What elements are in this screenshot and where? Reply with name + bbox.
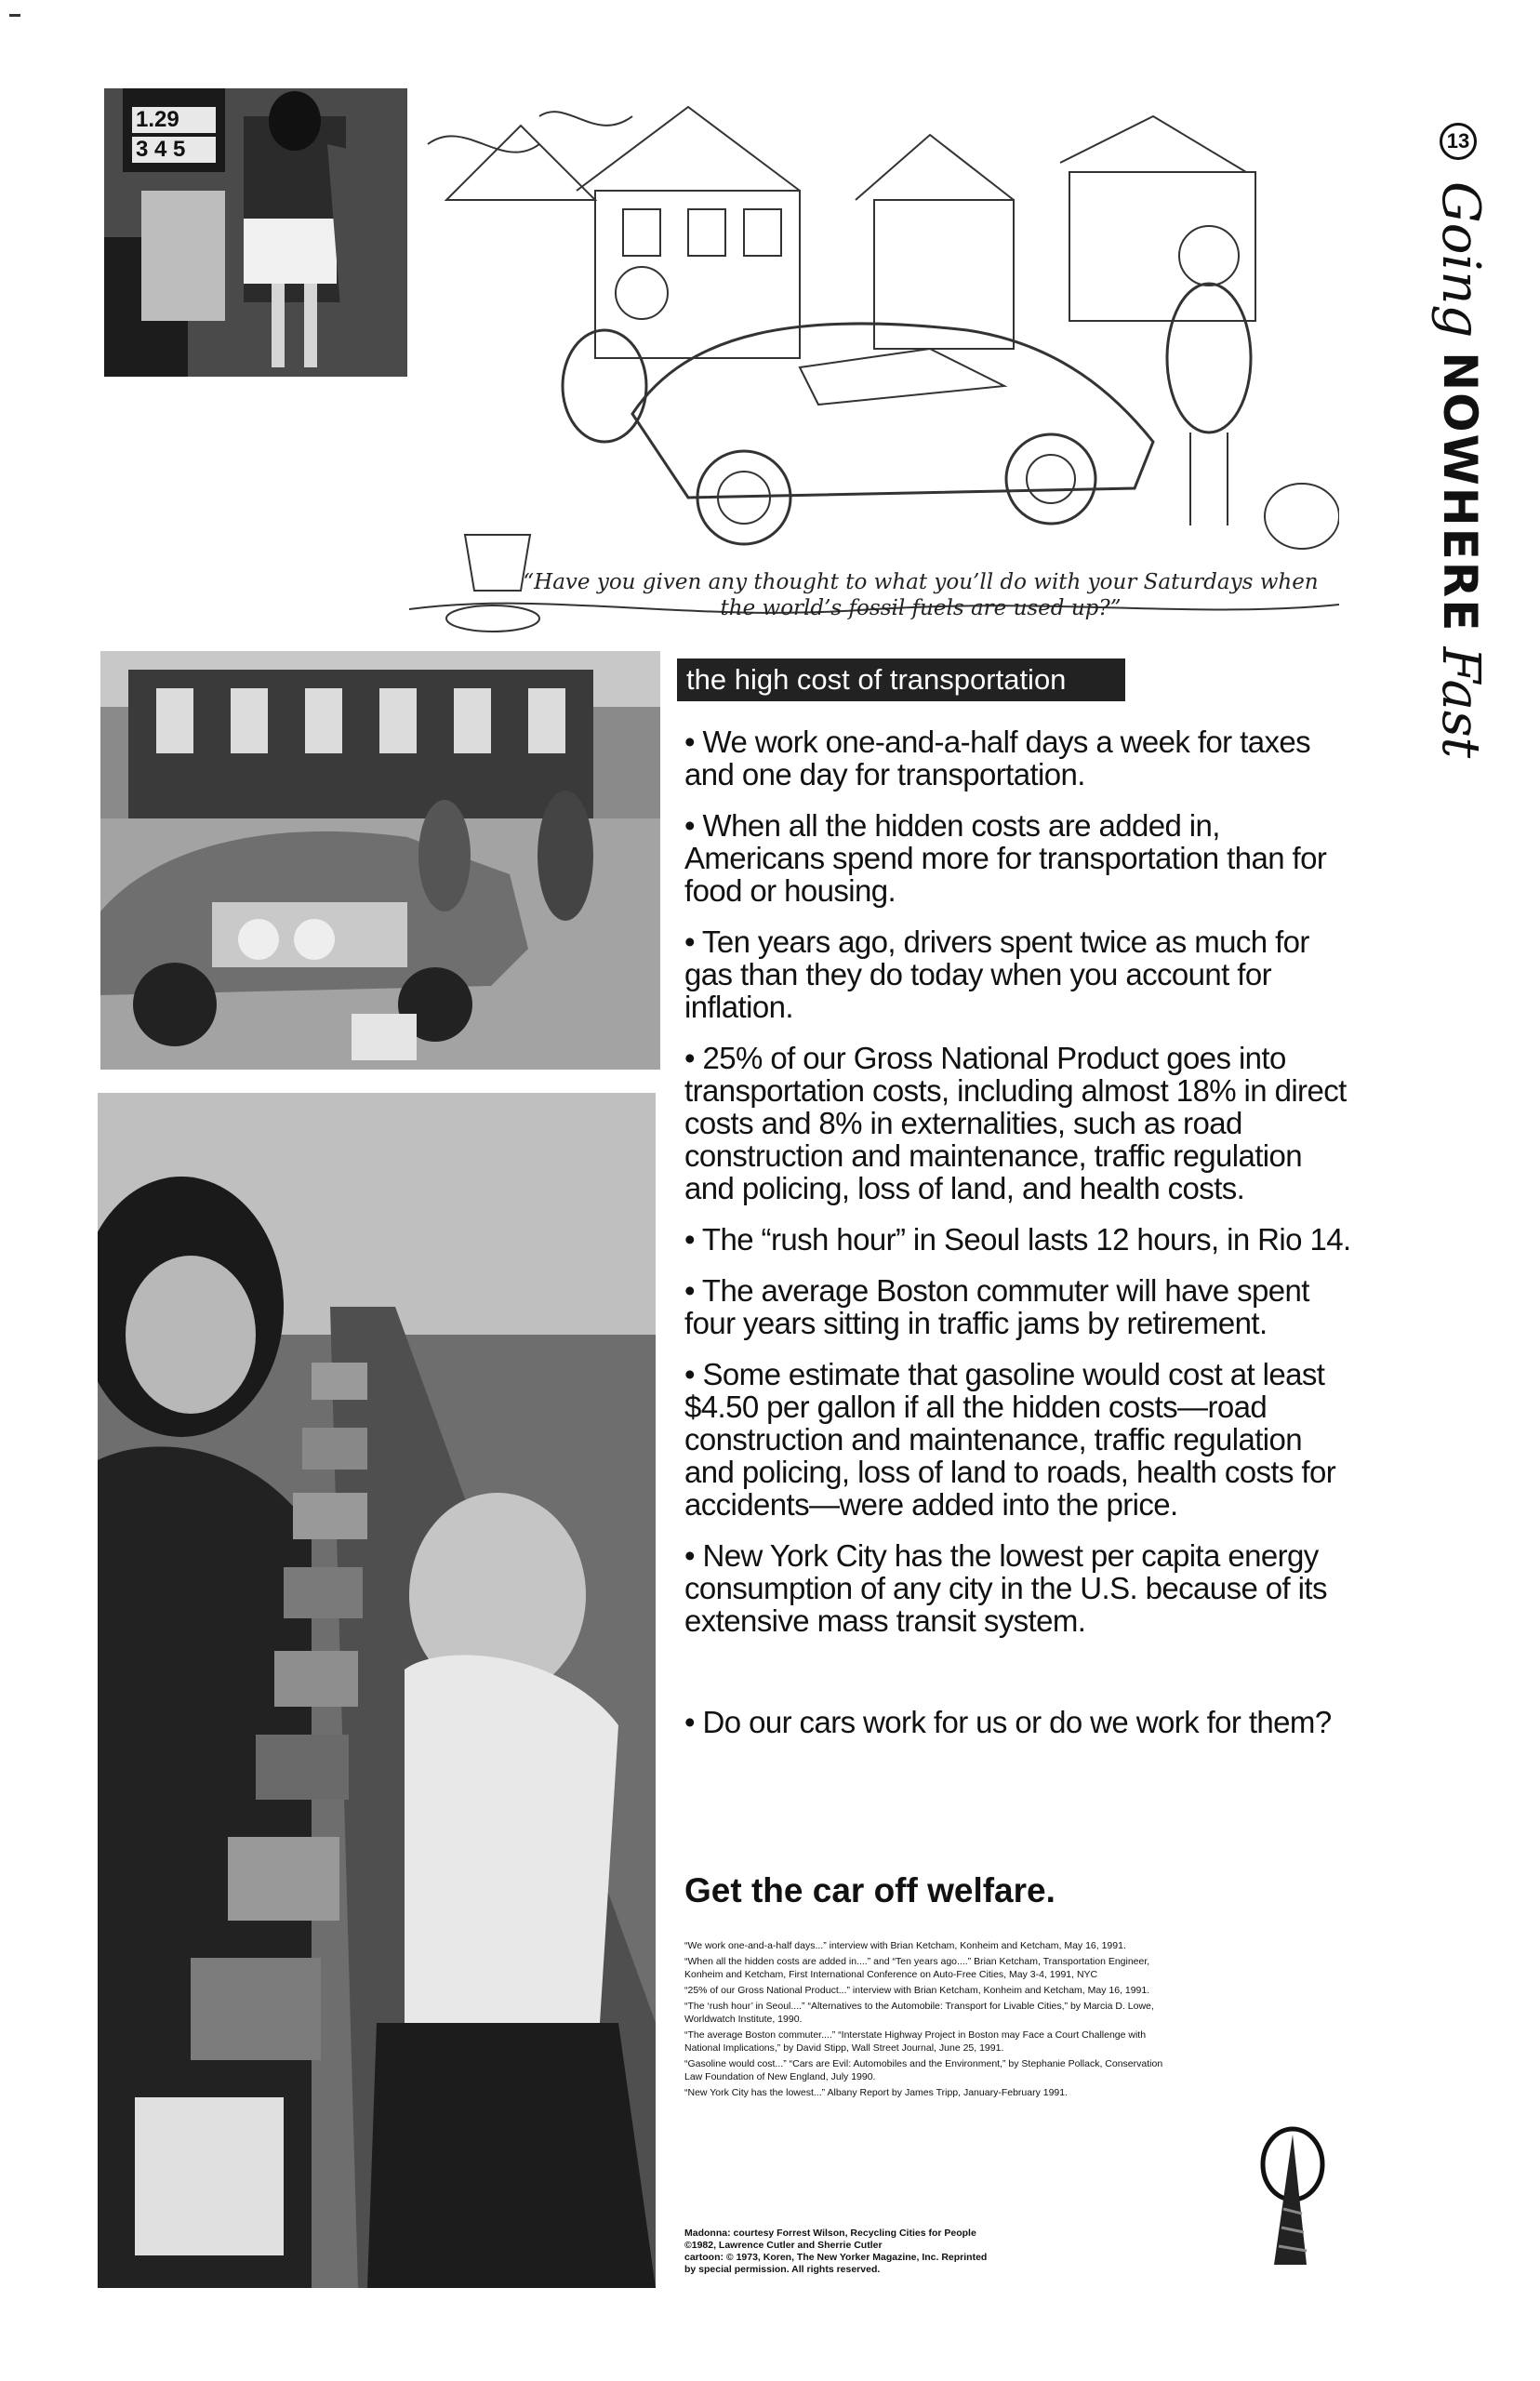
bullet-item: • The average Boston commuter will have spent four years sitting in traffic jams by retirement. — [684, 1273, 1309, 1340]
bullet-item: • We work one-and-a-half days a week for taxes and one day for transportation. — [684, 725, 1311, 791]
footnote: “The average Boston commuter....” “Interstate Highway Project in Boston may Face a Court Challenge with National Implications,” by David Stipp, Wall Street Journal, June 25, 1991. — [684, 2029, 1147, 2054]
madonna-traffic-photo — [98, 1093, 656, 2288]
footnote: “Gasoline would cost...” “Cars are Evil: Automobiles and the Environment,” by Stephanie Pollack, Conservation Law Foundation of New England, July 1990. — [684, 2058, 1163, 2082]
bullet-item: • Some estimate that gasoline would cost at least $4.50 per gallon if all the hidden costs—road construction and maintenance, traffic regulation and policing, loss of land to roads, health costs for accidents—were added into the price. — [684, 1357, 1336, 1522]
cartoon-illustration — [409, 88, 1339, 646]
bullet-item: • Ten years ago, drivers spent twice as much for gas than they do today when you account for inflation. — [684, 924, 1309, 1024]
corner-mark — [9, 14, 20, 17]
bullet-item: • 25% of our Gross National Product goes into transportation costs, including almost 18% in direct costs and 8% in externalities, such as road construction and maintenance, traffic regulation and policing, loss of land, and health costs. — [684, 1041, 1347, 1205]
tagline: Get the car off welfare. — [684, 1871, 1055, 1909]
footnote: “The ‘rush hour’ in Seoul....” “Alternatives to the Automobile: Transport for Livable Cities,” by Marcia D. Lowe, Worldwatch Institute, 1990. — [684, 2001, 1154, 2025]
side-title-fast: Fast — [1430, 646, 1491, 759]
image-credits — [684, 2228, 1168, 2276]
footnote: “25% of our Gross National Product...” interview with Brian Ketcham, Konheim and Ketcham, May 16, 1991. — [684, 1985, 1150, 1996]
bullet-item: • The “rush hour” in Seoul lasts 12 hours, in Rio 14. — [684, 1222, 1351, 1257]
cartoon-caption: “Have you given any thought to what you’ll do with your Saturdays when the world’s fossil fuels are used up?” — [523, 570, 1319, 620]
footnotes — [684, 1939, 1168, 2102]
side-title-nowhere: NOWHERE — [1433, 352, 1487, 633]
footnote: “We work one-and-a-half days...” interview with Brian Ketcham, Konheim and Ketcham, May 16, 1991. — [684, 1940, 1126, 1951]
bullet-item: • When all the hidden costs are added in, Americans spend more for transportation than for food or housing. — [684, 808, 1327, 908]
credit-line: by special permission. All rights reserved. — [684, 2264, 881, 2275]
footnote: “New York City has the lowest...” Albany Report by James Tripp, January-February 1991. — [684, 2087, 1069, 2098]
car-washing-photo — [100, 651, 660, 1070]
credit-line: ©1982, Lawrence Cutler and Sherrie Cutler — [684, 2240, 883, 2251]
side-title — [1427, 181, 1493, 1018]
publisher-logo-icon — [1251, 2125, 1344, 2265]
bullet-list — [684, 725, 1354, 1757]
bullet-item: • Do our cars work for us or do we work for them? — [684, 1705, 1332, 1739]
credit-line: cartoon: © 1973, Koren, The New Yorker Magazine, Inc. Reprinted — [684, 2252, 988, 2263]
page-number-badge: 13 — [1440, 123, 1477, 160]
gas-station-photo — [104, 88, 407, 377]
credit-line: Madonna: courtesy Forrest Wilson, Recycling Cities for People — [684, 2228, 976, 2239]
side-title-going: Going — [1430, 181, 1491, 339]
gas-price-line2: 3 4 5 — [136, 137, 186, 162]
gas-price-line1: 1.29 — [136, 107, 179, 132]
bullet-item: • New York City has the lowest per capita energy consumption of any city in the U.S. because of its extensive mass transit system. — [684, 1538, 1327, 1638]
section-header: the high cost of transportation — [677, 658, 1125, 701]
cartoon-drawing — [409, 88, 1339, 646]
footnote: “When all the hidden costs are added in....” and “Ten years ago....” Brian Ketcham, Transportation Engineer, Konheim and Ketcham, First International Conference on Auto-Free Cities, May 3-4, 1991, NYC — [684, 1956, 1150, 1980]
